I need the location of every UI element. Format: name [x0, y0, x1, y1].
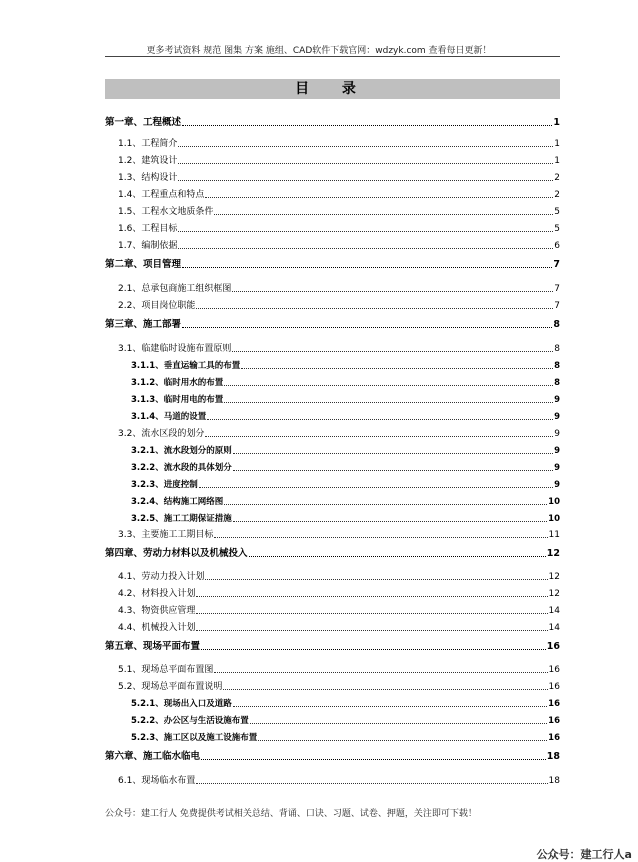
dot-leader: [232, 351, 553, 352]
toc-section-1-1[interactable]: [118, 136, 560, 150]
dot-leader: [214, 214, 553, 215]
toc-page: 1: [554, 156, 560, 166]
toc-label: 4.4、机械投入计划: [118, 623, 196, 633]
dot-leader: [196, 308, 553, 309]
toc-page: 16: [548, 716, 560, 726]
toc-section-4-3[interactable]: [118, 603, 560, 617]
toc-page: 12: [546, 548, 560, 559]
page-header: 更多考试资料 规范 图集 方案 施组、CAD软件下载官网：wdzyk.com 查看每日更新！: [146, 46, 492, 56]
dot-leader: [214, 672, 547, 673]
dot-leader: [196, 613, 547, 614]
toc-subsection-3-1-3[interactable]: [131, 392, 560, 406]
toc-label: 3.3、主要施工工期目标: [118, 530, 214, 540]
toc-page: 16: [548, 665, 560, 675]
toc-label: 4.2、材料投入计划: [118, 589, 196, 599]
dot-leader: [196, 596, 547, 597]
toc-page: 12: [548, 589, 560, 599]
toc-subsection-3-2-5[interactable]: [131, 511, 560, 525]
toc-section-2-2[interactable]: [118, 298, 560, 312]
toc-subsection-5-2-1[interactable]: [131, 696, 560, 710]
toc-page: 8: [554, 344, 560, 354]
watermark: 公众号：建工行人a: [536, 848, 632, 861]
toc-label: 2.2、项目岗位职能: [118, 301, 196, 311]
dot-leader: [178, 231, 553, 232]
toc-page: 7: [554, 301, 560, 311]
toc-chapter-6[interactable]: [105, 749, 560, 763]
toc-page: 1: [554, 139, 560, 149]
toc-page: 9: [554, 480, 560, 490]
dot-leader: [199, 487, 553, 488]
dot-leader: [201, 759, 546, 760]
toc-section-6-1[interactable]: [118, 773, 560, 787]
dot-leader: [178, 163, 553, 164]
dot-leader: [182, 327, 552, 328]
dot-leader: [224, 385, 553, 386]
toc-label: 5.2.2、办公区与生活设施布置: [131, 716, 249, 726]
toc-label: 1.4、工程重点和特点: [118, 190, 205, 200]
toc-label: 1.7、编制依据: [118, 241, 178, 251]
toc-section-5-1[interactable]: [118, 662, 560, 676]
toc-page: 5: [554, 207, 560, 217]
toc-chapter-4[interactable]: [105, 546, 560, 560]
toc-page: 14: [548, 606, 560, 616]
toc-page: 10: [548, 514, 560, 524]
dot-leader: [178, 146, 553, 147]
dot-leader: [182, 267, 552, 268]
toc-page: 10: [548, 497, 560, 507]
toc-label: 3.1.1、垂直运输工具的布置: [131, 361, 241, 371]
dot-leader: [224, 402, 553, 403]
toc-chapter-3[interactable]: [105, 317, 560, 331]
toc-label: 1.2、建筑设计: [118, 156, 178, 166]
toc-label: 3.2.5、施工工期保证措施: [131, 514, 232, 524]
dot-leader: [241, 368, 553, 369]
dot-leader: [207, 419, 553, 420]
toc-page: 8: [554, 361, 560, 371]
toc-label: 6.1、现场临水布置: [118, 776, 196, 786]
toc-subsection-5-2-2[interactable]: [131, 713, 560, 727]
toc-section-2-1[interactable]: [118, 281, 560, 295]
dot-leader: [205, 436, 553, 437]
toc-label: 第三章、施工部署: [105, 319, 182, 330]
toc-label: 3.2.1、流水段划分的原则: [131, 446, 232, 456]
toc-label: 第二章、项目管理: [105, 259, 182, 270]
toc-page: 11: [548, 530, 560, 540]
toc-page: 18: [546, 751, 560, 762]
toc-page: 14: [548, 623, 560, 633]
toc-label: 2.1、总承包商施工组织框图: [118, 284, 232, 294]
toc-page: 5: [554, 224, 560, 234]
toc-page: 18: [548, 776, 560, 786]
toc-section-1-6[interactable]: [118, 221, 560, 235]
toc-subsection-3-2-1[interactable]: [131, 443, 560, 457]
toc-title: 目 录: [105, 79, 560, 99]
toc-label: 第五章、现场平面布置: [105, 641, 201, 652]
toc-label: 3.1.4、马道的设置: [131, 412, 207, 422]
toc-page: 9: [554, 412, 560, 422]
toc-page: 8: [554, 378, 560, 388]
toc-section-3-1[interactable]: [118, 341, 560, 355]
toc-section-4-2[interactable]: [118, 586, 560, 600]
toc-label: 5.2.3、施工区以及施工设施布置: [131, 733, 258, 743]
toc-subsection-5-2-3[interactable]: [131, 730, 560, 744]
dot-leader: [201, 649, 546, 650]
toc-label: 1.6、工程目标: [118, 224, 178, 234]
dot-leader: [205, 197, 553, 198]
dot-leader: [196, 783, 547, 784]
toc-chapter-2[interactable]: [105, 257, 560, 271]
toc-page: 12: [548, 572, 560, 582]
toc-page: 16: [548, 682, 560, 692]
toc-page: 9: [554, 395, 560, 405]
toc-page: 9: [554, 446, 560, 456]
toc-section-1-2[interactable]: [118, 153, 560, 167]
dot-leader: [178, 248, 553, 249]
dot-leader: [178, 180, 553, 181]
toc-page: 16: [548, 733, 560, 743]
toc-page: 6: [554, 241, 560, 251]
toc-label: 1.5、工程水文地质条件: [118, 207, 214, 217]
page-footer: 公众号：建工行人 免费提供考试相关总结、背诵、口诀、习题、试卷、押题，关注即可下载！: [105, 809, 477, 819]
toc-section-5-2[interactable]: [118, 679, 560, 693]
dot-leader: [223, 689, 547, 690]
toc-page: 8: [553, 319, 560, 330]
toc-subsection-3-1-1[interactable]: [131, 358, 560, 372]
toc-label: 第四章、劳动力材料以及机械投入: [105, 548, 248, 559]
dot-leader: [214, 537, 547, 538]
dot-leader: [182, 125, 552, 126]
toc-page: 1: [553, 117, 560, 128]
toc-page: 7: [553, 259, 560, 270]
toc-page: 16: [548, 699, 560, 709]
toc-label: 3.2.3、进度控制: [131, 480, 198, 490]
toc-label: 3.1.2、临时用水的布置: [131, 378, 224, 388]
toc-label: 1.3、结构设计: [118, 173, 178, 183]
toc-label: 4.3、物资供应管理: [118, 606, 196, 616]
toc-section-3-2[interactable]: [118, 426, 560, 440]
dot-leader: [233, 470, 553, 471]
toc-page: 7: [554, 284, 560, 294]
toc-section-4-1[interactable]: [118, 569, 560, 583]
toc-label: 3.2.4、结构施工网络图: [131, 497, 224, 507]
toc-subsection-3-1-4[interactable]: [131, 409, 560, 423]
dot-leader: [249, 556, 546, 557]
toc-label: 1.1、工程简介: [118, 139, 178, 149]
toc-label: 3.2、流水区段的划分: [118, 429, 205, 439]
toc-page: 9: [554, 429, 560, 439]
dot-leader: [232, 291, 553, 292]
toc-section-1-7[interactable]: [118, 238, 560, 252]
toc-page: 9: [554, 463, 560, 473]
toc-section-3-3[interactable]: [118, 527, 560, 541]
dot-leader: [233, 521, 547, 522]
toc-page: 16: [546, 641, 560, 652]
dot-leader: [205, 579, 547, 580]
toc-section-1-3[interactable]: [118, 170, 560, 184]
toc-label: 第六章、施工临水临电: [105, 751, 201, 762]
dot-leader: [250, 723, 547, 724]
toc-page: 2: [554, 173, 560, 183]
toc-label: 3.2.2、流水段的具体划分: [131, 463, 232, 473]
toc-label: 4.1、劳动力投入计划: [118, 572, 205, 582]
dot-leader: [233, 453, 553, 454]
toc-label: 3.1.3、临时用电的布置: [131, 395, 224, 405]
toc-label: 5.2、现场总平面布置说明: [118, 682, 223, 692]
toc-section-4-4[interactable]: [118, 620, 560, 634]
toc-label: 5.2.1、现场出入口及道路: [131, 699, 232, 709]
toc-page: 2: [554, 190, 560, 200]
toc-subsection-3-2-2[interactable]: [131, 460, 560, 474]
toc-chapter-5[interactable]: [105, 639, 560, 653]
toc-label: 3.1、临建临时设施布置原则: [118, 344, 232, 354]
toc-subsection-3-2-3[interactable]: [131, 477, 560, 491]
toc-section-1-4[interactable]: [118, 187, 560, 201]
dot-leader: [196, 630, 547, 631]
toc-subsection-3-1-2[interactable]: [131, 375, 560, 389]
dot-leader: [224, 504, 547, 505]
toc-label: 第一章、工程概述: [105, 117, 182, 128]
toc-subsection-3-2-4[interactable]: [131, 494, 560, 508]
toc-section-1-5[interactable]: [118, 204, 560, 218]
dot-leader: [233, 706, 547, 707]
dot-leader: [258, 740, 547, 741]
toc-chapter-1[interactable]: [105, 115, 560, 129]
toc-label: 5.1、现场总平面布置图: [118, 665, 214, 675]
